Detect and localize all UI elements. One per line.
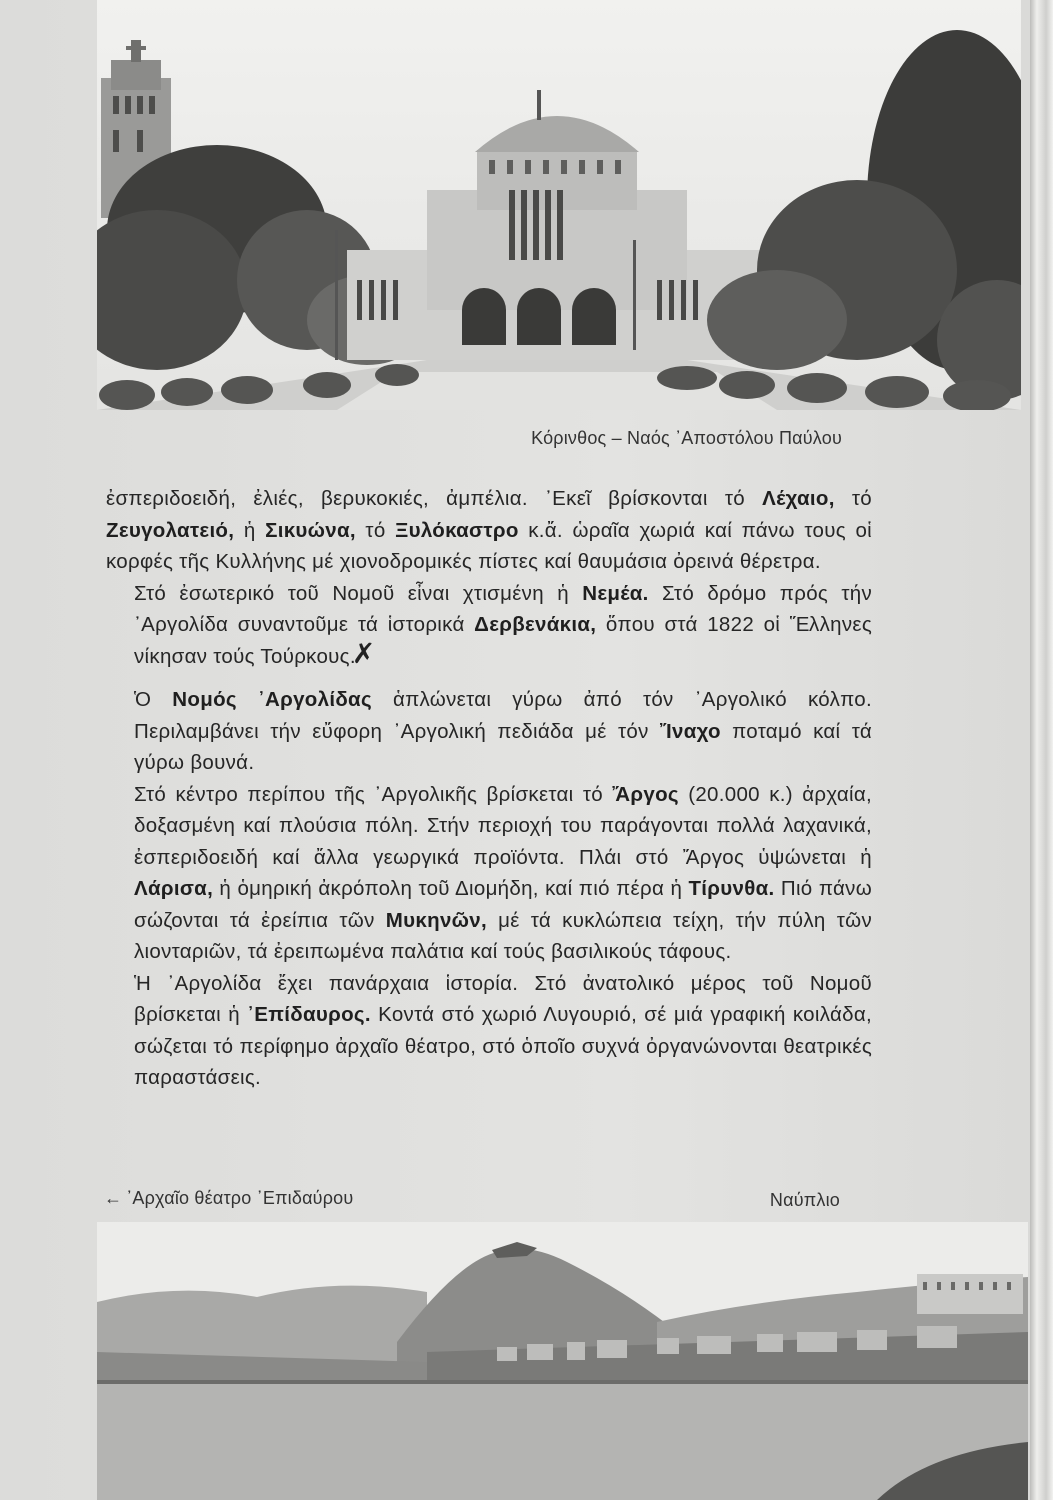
- paragraph-nemea: Στό ἐσωτερικό τοῦ Νομοῦ εἶναι χτισμένη ἡ Νεμέα. Στό δρόμο πρός τήν ᾽Αργολίδα συναντοῦμε τά ἱστορικά Δερβενάκια, ὅπου στά 1822 οἱ Ἕλληνες νίκησαν τούς Τούρκους.✗: [134, 581, 873, 669]
- place-dervenakia: Δερβενάκια,: [474, 613, 597, 636]
- paragraph-epidaurus: Ἡ ᾽Αργολίδα ἔχει πανάρχαια ἱστορία. Στό ἀνατολικό μέρος τοῦ Νομοῦ βρίσκεται ἡ ᾽Επίδαυρος. Κοντά στό χωριό Λυγουριό, σέ μιά γραφική κοιλάδα, σώζεται τό περίφημο ἀρχαῖο θέατρο, στό ὁποῖο συχνά ὀργανώνονται θεατρικές παραστάσεις.: [134, 971, 872, 1089]
- page-edge: [1030, 0, 1053, 1500]
- church-photo-caption: Κόρινθος – Ναός ᾽Αποστόλου Παύλου: [531, 428, 842, 448]
- nafplio-photo: [97, 1222, 1028, 1500]
- church-photo: [97, 0, 1021, 410]
- body-text: [106, 483, 872, 1094]
- handwritten-check-mark: ✗: [351, 637, 376, 669]
- place-mycenae: Μυκηνῶν,: [385, 908, 487, 932]
- place-sikyona: Σικυώνα,: [265, 518, 356, 542]
- heading-argolida-prefecture: Νομός ᾽Αργολίδας: [172, 688, 372, 711]
- place-larisa: Λάρισα,: [134, 877, 214, 900]
- place-argos: Ἄργος: [612, 782, 679, 806]
- place-tiryns: Τίρυνθα.: [688, 877, 775, 900]
- nafplio-caption: Ναύπλιο: [769, 1190, 840, 1210]
- paragraph-corinthia-villages: ἐσπεριδοειδή, ἐλιές, βερυκοκιές, ἀμπέλια. ᾽Εκεῖ βρίσκονται τό Λέχαιο, τό Ζευγολατειό, ἡ Σικυώνα, τό Ξυλόκαστρο κ.ἄ. ὡραῖα χωριά καί πάνω τους οἱ κορφές τῆς Κυλλήνης μέ χιονοδρομικές πίστες καί θαυμάσια ὀρεινά θέρετρα.: [106, 487, 872, 573]
- place-xylokastro: Ξυλόκαστρο: [395, 518, 519, 542]
- place-inachos: Ἴναχο: [660, 719, 721, 743]
- arrow-left-icon: ←: [104, 1188, 123, 1208]
- paragraph-argos: Στό κέντρο περίπου τῆς ᾽Αργολικῆς βρίσκεται τό Ἄργος (20.000 κ.) ἀρχαία, δοξασμένη καί πλούσια πόλη. Στήν περιοχή του παράγονται πολλά λαχανικά, ἐσπεριδοειδή καί ἄλλα γεωργικά προϊόντα. Πλάι στό Ἄργος ὑψώνεται ἡ Λάρισα, ἡ ὁμηρική ἀκρόπολη τοῦ Διομήδη, καί πιό πέρα ἡ Τίρυνθα. Πιό πάνω σώζονται τά ἐρείπια τῶν Μυκηνῶν, μέ τά κυκλώπεια τείχη, τήν πύλη τῶν λιονταριῶν, τά ἐρειπωμένα παλάτια καί τούς βασιλικούς τάφους.: [134, 782, 873, 963]
- place-nemea: Νεμέα.: [582, 581, 649, 605]
- theatre-caption: ← ᾽Αρχαῖο θέατρο ᾽Επιδαύρου: [104, 1188, 354, 1208]
- place-epidaurus: ᾽Επίδαυρος.: [247, 1003, 371, 1026]
- place-zeugolateio: Ζευγολατειό,: [106, 518, 235, 542]
- place-lechaio: Λέχαιο,: [762, 487, 835, 510]
- paragraph-argolida: Ὁ Νομός ᾽Αργολίδας ἁπλώνεται γύρω ἀπό τόν ᾽Αργολικό κόλπο. Περιλαμβάνει τήν εὔφορη ᾽Αργολική πεδιάδα μέ τόν Ἴναχο ποταμό καί τά γύρω βουνά.: [134, 688, 873, 774]
